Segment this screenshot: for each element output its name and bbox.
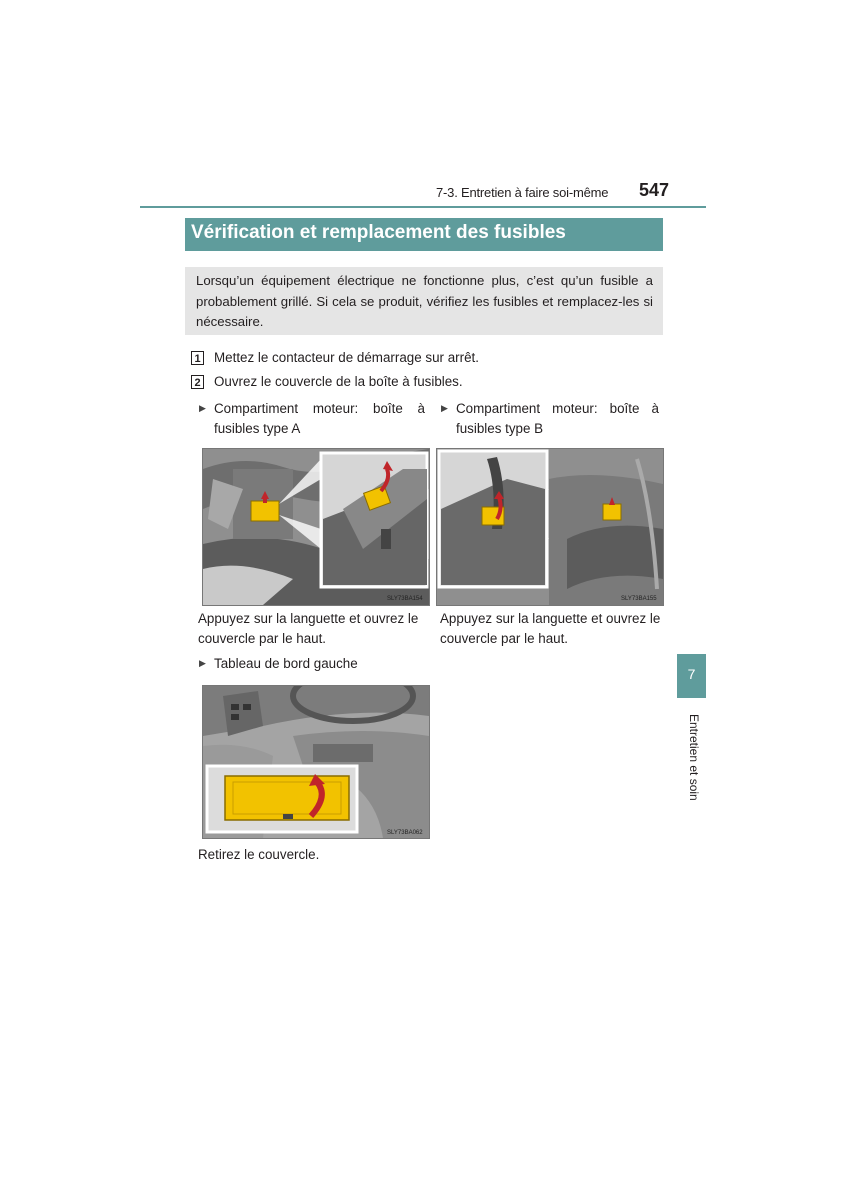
step-text: Ouvrez le couvercle de la boîte à fusibles. <box>214 374 463 389</box>
location-item-a <box>199 399 425 439</box>
chapter-tab <box>677 654 706 698</box>
location-label: Compartiment moteur: boîte à fusibles type B <box>456 401 659 436</box>
image-code: SLY73BA062 <box>387 830 423 836</box>
location-label: Tableau de bord gauche <box>214 656 358 671</box>
step-text: Mettez le contacteur de démarrage sur arrêt. <box>214 350 479 365</box>
intro-box <box>185 267 663 335</box>
page-number: 547 <box>639 180 670 200</box>
step-number: 1 <box>191 351 204 365</box>
chapter-number: 7 <box>687 666 696 682</box>
chapter-label: Entretien et soin <box>687 714 701 801</box>
step-number: 2 <box>191 375 204 389</box>
engine-fuse-box-a-image <box>202 448 430 606</box>
caption-b: Appuyez sur la languette et ouvrez le couvercle par le haut. <box>440 611 661 646</box>
location-item-b <box>441 399 659 439</box>
title-bar <box>185 218 663 251</box>
image-code: SLY73BA155 <box>621 596 657 602</box>
caption-a: Appuyez sur la languette et ouvrez le couvercle par le haut. <box>198 611 419 646</box>
engine-fuse-box-b-image <box>436 448 664 606</box>
section-title: 7-3. Entretien à faire soi-même <box>436 185 609 200</box>
dashboard-fuse-box-image <box>202 685 430 839</box>
image-code: SLY73BA154 <box>387 596 423 602</box>
bullet-arrow-icon: ▶ <box>199 658 206 668</box>
intro-text: Lorsqu’un équipement électrique ne fonctionne plus, c’est qu’un fusible a probablement grillé. Si cela se produit, vérifiez les fusibles et remplacez-les si nécessaire. <box>196 273 653 329</box>
location-item-dashboard <box>199 654 425 674</box>
location-label: Compartiment moteur: boîte à fusibles type A <box>214 401 425 436</box>
caption-dashboard: Retirez le couvercle. <box>198 847 320 862</box>
header-divider <box>140 206 706 208</box>
page-title: Vérification et remplacement des fusibles <box>191 222 566 243</box>
bullet-arrow-icon: ▶ <box>441 403 448 413</box>
bullet-arrow-icon: ▶ <box>199 403 206 413</box>
